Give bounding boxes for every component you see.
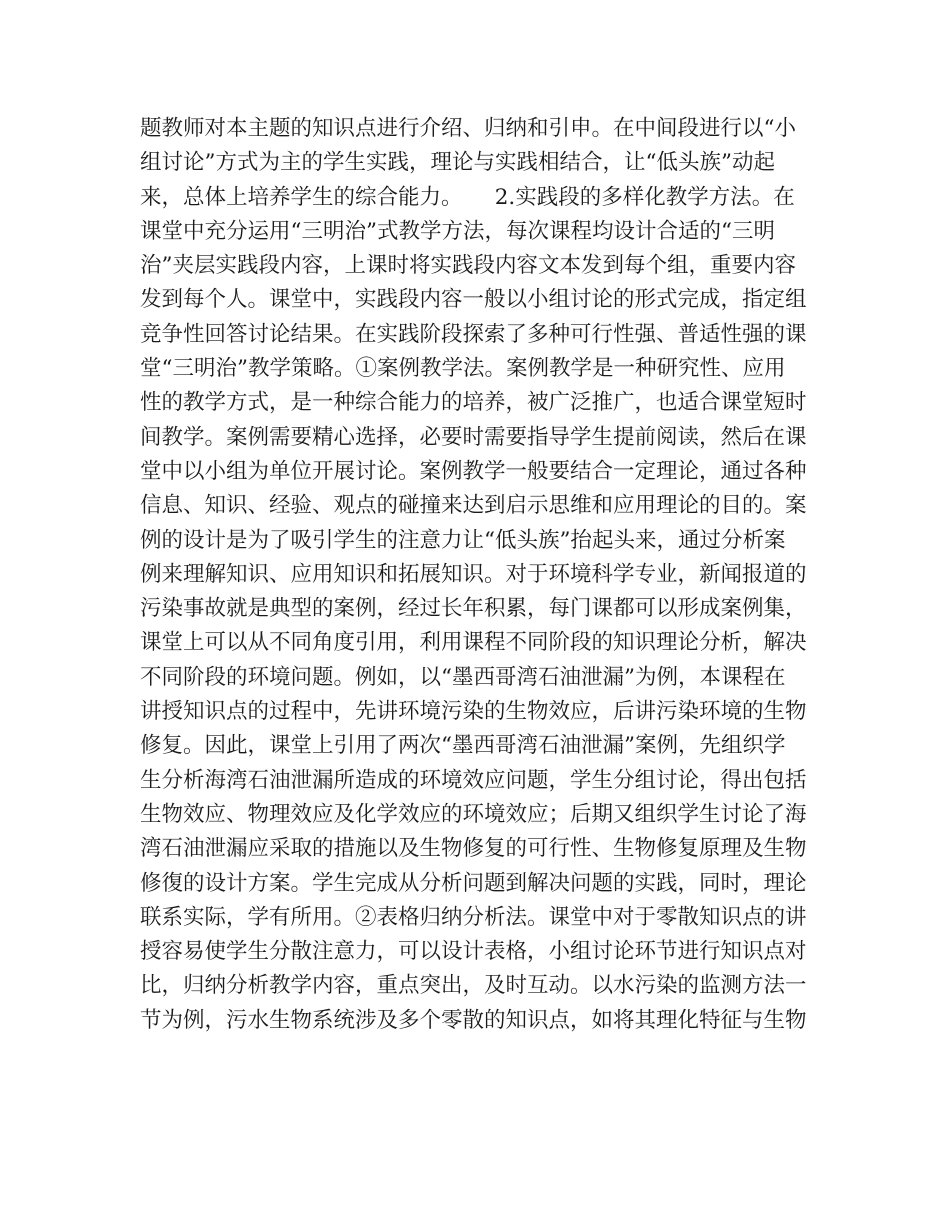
text-line-17: 不同阶段的环境问题。例如，以“墨西哥湾石油泄漏”为例，本课程在 (140, 664, 786, 690)
text-line-7: 竞争性回答讨论结果。在实践阶段探索了多种可行性强、普适性强的课 (140, 321, 807, 347)
text-line-24: 联系实际，学有所用。②表格归纳分析法。课堂中对于零散知识点的讲 (140, 904, 807, 930)
text-line-5: 治”夹层实践段内容，上课时将实践段内容文本发到每个组，重要内容 (140, 253, 796, 279)
text-line-11: 堂中以小组为单位开展讨论。案例教学一般要结合一定理论，通过各种 (140, 458, 807, 484)
text-line-1: 题教师对本主题的知识点进行介绍、归纳和引申。在中间段进行以“小 (140, 116, 796, 141)
text-line-16: 课堂上可以从不同角度引用，利用课程不同阶段的知识理论分析，解决 (140, 630, 807, 656)
text-line-6: 发到每个人。课堂中，实践段内容一般以小组讨论的形式完成，指定组 (140, 287, 807, 313)
text-line-15: 污染事故就是典型的案例，经过长年积累，每门课都可以形成案例集， (140, 596, 807, 622)
text-line-12: 信息、知识、经验、观点的碰撞来达到启示思维和应用理论的目的。案 (140, 493, 807, 519)
text-line-26: 比，归纳分析教学内容，重点突出，及时互动。以水污染的监测方法一 (140, 973, 807, 999)
text-line-4: 课堂中充分运用“三明治”式教学方法，每次课程均设计合适的“三明 (140, 218, 775, 244)
text-line-3: 来，总体上培养学生的综合能力。 2.实践段的多样化教学方法。在 (140, 184, 795, 210)
text-line-27: 节为例，污水生物系统涉及多个零散的知识点，如将其理化特征与生物 (140, 1007, 807, 1033)
text-line-9: 性的教学方式，是一种综合能力的培养，被广泛推广，也适合课堂短时 (140, 390, 807, 416)
text-line-22: 湾石油泄漏应采取的措施以及生物修复的可行性、生物修复原理及生物 (140, 836, 807, 862)
body-text (140, 112, 812, 1038)
text-line-8: 堂“三明治”教学策略。①案例教学法。案例教学是一种研究性、应用 (140, 356, 786, 382)
text-line-20: 生分析海湾石油泄漏所造成的环境效应问题，学生分组讨论，得出包括 (140, 767, 807, 793)
text-line-21: 生物效应、物理效应及化学效应的环境效应；后期又组织学生讨论了海 (140, 801, 807, 827)
text-line-25: 授容易使学生分散注意力，可以设计表格，小组讨论环节进行知识点对 (140, 939, 807, 965)
text-line-18: 讲授知识点的过程中，先讲环境污染的生物效应，后讲污染环境的生物 (140, 699, 807, 725)
text-line-10: 间教学。案例需要精心选择，必要时需要指导学生提前阅读，然后在课 (140, 424, 807, 450)
text-line-13: 例的设计是为了吸引学生的注意力让“低头族”抬起头来，通过分析案 (140, 527, 786, 553)
text-line-19: 修复。因此，课堂上引用了两次“墨西哥湾石油泄漏”案例，先组织学 (140, 733, 786, 759)
text-line-14: 例来理解知识、应用知识和拓展知识。对于环境科学专业，新闻报道的 (140, 561, 807, 587)
text-line-23: 修復的设计方案。学生完成从分析问题到解决问题的实践，同时，理论 (140, 870, 807, 896)
text-line-2: 组讨论”方式为主的学生实践，理论与实践相结合，让“低头族”动起 (140, 150, 775, 176)
